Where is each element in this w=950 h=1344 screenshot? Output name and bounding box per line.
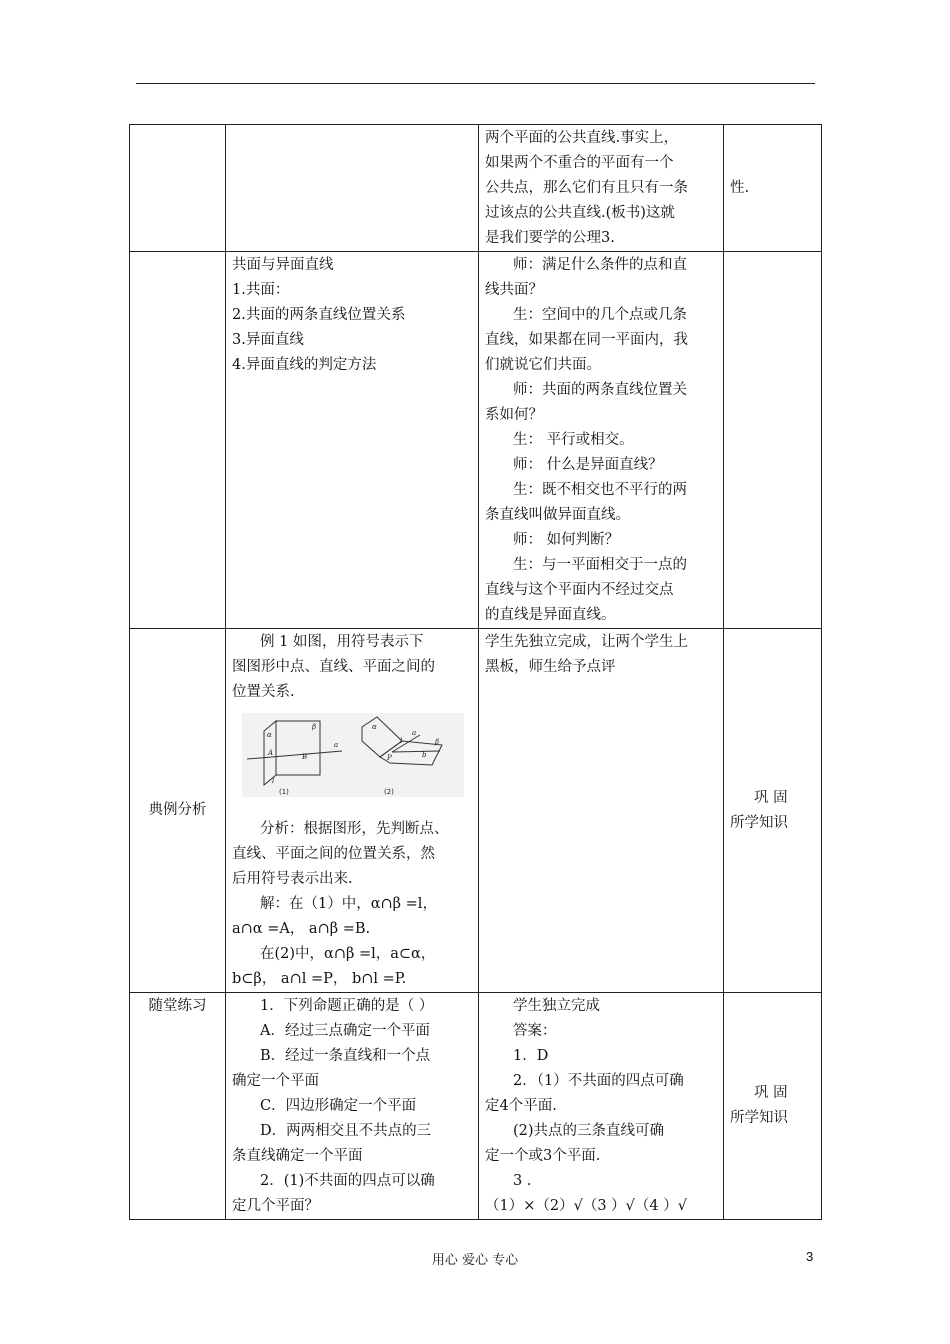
page-number: 3 xyxy=(806,1249,814,1264)
table-row xyxy=(130,993,822,1220)
row2-col3 xyxy=(479,252,724,629)
caption-2: (2) xyxy=(384,788,394,796)
text-line: 师： 如何判断？ xyxy=(513,532,620,548)
text-line: 3.异面直线 xyxy=(232,332,304,348)
text-line: 定一个或3个平面. xyxy=(485,1148,601,1164)
label-line-b-2: b xyxy=(422,751,427,759)
text-line: A．经过三点确定一个平面 xyxy=(260,1023,430,1039)
text-line: 条直线确定一个平面 xyxy=(232,1148,363,1164)
header-rule xyxy=(136,83,815,84)
row4-col4 xyxy=(724,993,822,1220)
text-line: 解：在（1）中，α∩β =l， xyxy=(260,896,437,912)
note-text: 性. xyxy=(730,179,750,196)
text-line: 答案： xyxy=(513,1023,557,1039)
text-line: 例 1 如图，用符号表示下 xyxy=(260,634,424,650)
text-line: 确定一个平面 xyxy=(232,1073,319,1089)
text-line: 定几个平面？ xyxy=(232,1198,319,1214)
example-figure xyxy=(242,713,464,797)
text-line: 3 . xyxy=(513,1173,532,1189)
text-line: 图图形中点、直线、平面之间的 xyxy=(232,659,435,675)
text-line: C．四边形确定一个平面 xyxy=(260,1098,417,1114)
text-line: 的直线是异面直线。 xyxy=(485,607,616,623)
row2-col2 xyxy=(226,252,479,629)
text-line: 学生独立完成 xyxy=(513,998,600,1014)
section-label: 随堂练习 xyxy=(148,998,207,1014)
text-line: 1．D xyxy=(513,1048,549,1064)
text-line: 4.异面直线的判定方法 xyxy=(232,357,377,373)
text-line: 2.共面的两条直线位置关系 xyxy=(232,307,406,323)
text-line: 位置关系. xyxy=(232,684,295,700)
label-alpha-1: α xyxy=(267,731,272,739)
label-line-a-2: a xyxy=(412,729,417,737)
row3-col3 xyxy=(479,629,724,993)
row4-col2 xyxy=(226,993,479,1220)
lesson-table xyxy=(129,124,822,1220)
text-line: b⊂β， a∩l =P， b∩l =P. xyxy=(232,971,407,987)
section-label: 典例分析 xyxy=(148,802,207,818)
text-line: 是我们要学的公理3. xyxy=(485,230,615,246)
label-alpha-2: α xyxy=(372,723,377,731)
label-beta-1: β xyxy=(312,723,317,731)
text-line: 师：共面的两条直线位置关 xyxy=(513,382,687,398)
text-line: 2．（1）不共面的四点可确 xyxy=(513,1073,684,1089)
note-text: 所学知识 xyxy=(730,814,788,831)
text-line: 共面与异面直线 xyxy=(232,257,334,273)
geometry-diagram xyxy=(242,713,464,797)
text-line: 如果两个不重合的平面有一个 xyxy=(485,155,674,171)
note-text: 巩 固 xyxy=(754,1085,788,1101)
text-line: 生： 平行或相交。 xyxy=(513,432,634,448)
label-point-B: B xyxy=(302,753,308,761)
row1-col1 xyxy=(130,125,226,252)
text-line: 生：既不相交也不平行的两 xyxy=(513,482,687,498)
text-line: 1.共面： xyxy=(232,282,290,298)
row4-col1 xyxy=(130,993,226,1220)
text-line: 公共点，那么它们有且只有一条 xyxy=(485,180,688,196)
text-line: 2．(1)不共面的四点可以确 xyxy=(260,1173,435,1189)
text-line: 师： 什么是异面直线？ xyxy=(513,457,663,473)
label-point-A: A xyxy=(268,749,274,757)
label-line-l-2: l xyxy=(400,737,403,745)
text-line: 后用符号表示出来. xyxy=(232,871,353,887)
text-line: B．经过一条直线和一个点 xyxy=(260,1048,431,1064)
row2-col1 xyxy=(130,252,226,629)
label-line-a-1: a xyxy=(334,741,339,749)
table-row xyxy=(130,252,822,629)
text-line: 直线与这个平面内不经过交点 xyxy=(485,582,674,598)
row3-col4 xyxy=(724,629,822,993)
text-line: （1）×（2）√（3 ）√（4 ）√ xyxy=(485,1198,687,1214)
text-line: 过该点的公共直线.(板书)这就 xyxy=(485,205,675,221)
row3-col1 xyxy=(130,629,226,993)
label-point-P: P xyxy=(387,754,392,762)
text-line: 师：满足什么条件的点和直 xyxy=(513,257,687,273)
text-line: 定4个平面. xyxy=(485,1098,557,1114)
label-beta-2: β xyxy=(435,738,440,746)
text-line: 分析：根据图形，先判断点、 xyxy=(260,821,449,837)
table-row xyxy=(130,125,822,252)
row1-col3 xyxy=(479,125,724,252)
text-line: 生：与一平面相交于一点的 xyxy=(513,557,687,573)
text-line: a∩α =A， a∩β =B. xyxy=(232,921,371,937)
text-line: 直线，如果都在同一平面内，我 xyxy=(485,332,688,348)
text-line: (2)共点的三条直线可确 xyxy=(513,1123,665,1139)
text-line: 线共面？ xyxy=(485,282,543,298)
text-line: D．两两相交且不共点的三 xyxy=(260,1123,432,1139)
text-line: 在(2)中，α∩β =l，a⊂α， xyxy=(260,946,436,962)
text-line: 条直线叫做异面直线。 xyxy=(485,507,630,523)
row4-col3 xyxy=(479,993,724,1220)
text-line: 系如何？ xyxy=(485,407,543,423)
footer-slogan: 用心 爱心 专心 xyxy=(431,1253,519,1268)
row1-col4 xyxy=(724,125,822,252)
text-line: 两个平面的公共直线.事实上， xyxy=(485,130,679,146)
row1-col2 xyxy=(226,125,479,252)
caption-1: (1) xyxy=(279,788,289,796)
text-line: 学生先独立完成，让两个学生上 xyxy=(485,634,688,650)
label-line-l-1: l xyxy=(272,777,275,785)
note-text: 巩 固 xyxy=(754,789,788,806)
text-line: 1．下列命题正确的是（ ） xyxy=(260,998,434,1014)
row3-col2 xyxy=(226,629,479,993)
note-text: 所学知识 xyxy=(730,1110,788,1126)
table-row xyxy=(130,629,822,993)
row2-col4 xyxy=(724,252,822,629)
text-line: 直线、平面之间的位置关系，然 xyxy=(232,846,435,862)
text-line: 们就说它们共面。 xyxy=(485,357,601,373)
text-line: 生：空间中的几个点或几条 xyxy=(513,307,687,323)
text-line: 黑板，师生给予点评 xyxy=(485,659,616,675)
